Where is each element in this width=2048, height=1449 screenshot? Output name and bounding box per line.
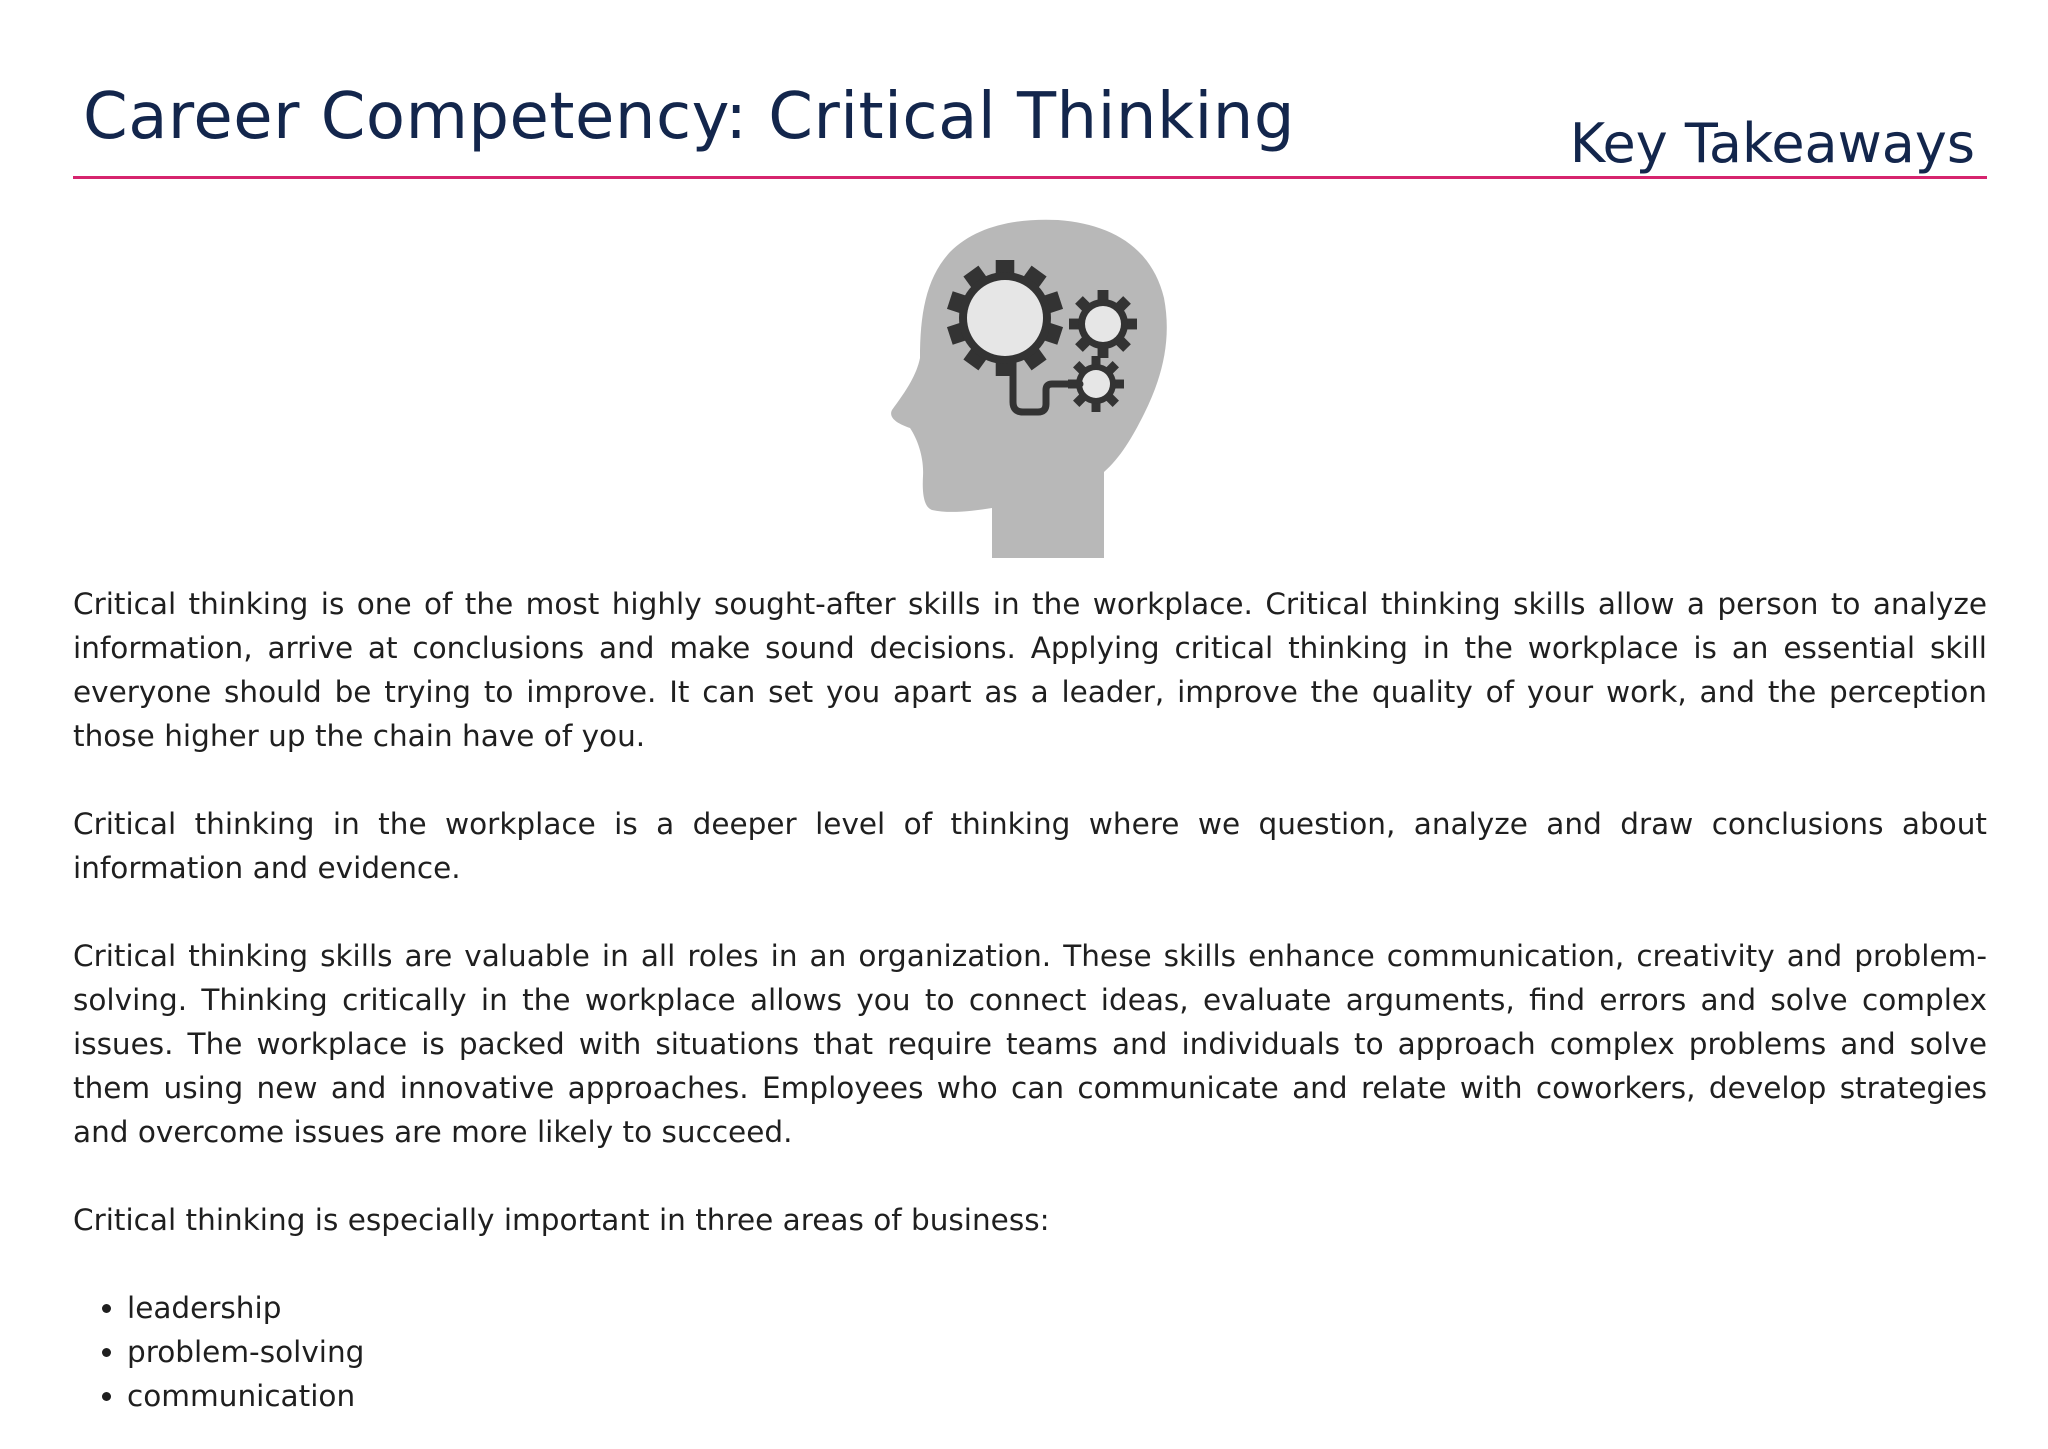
medium-gear-icon [1069,290,1137,358]
paragraph-3: Critical thinking skills are valuable in all roles in an organization. These skills enhance communication, creativity and problem-solving. Thinking critically in the workplace allows you to connect ideas, evaluate arguments, find errors and solve complex issues. The workplace is packed with situations that require teams and individuals to approach complex problems and solve them using new and innovative approaches. Employees who can communicate and relate with coworkers, develop strategies and overcome issues are more likely to succeed. [73,939,1987,1149]
large-gear-icon [947,260,1063,376]
head-with-gears-icon [880,218,1180,558]
page-header [73,70,1987,180]
page-title: Career Competency: Critical Thinking [83,80,1295,154]
header-divider [73,176,1987,179]
page-subtitle: Key Takeaways [1569,112,1975,175]
list-item: • leadership [127,1286,1987,1330]
paragraph-2: Critical thinking in the workplace is a deeper level of thinking where we question, analyze and draw conclusions about information and evidence. [73,807,1987,885]
paragraph-1: Critical thinking is one of the most highly sought-after skills in the workplace. Critical thinking skills allow a person to analyze information, arrive at conclusions and make sound decisions. Applying critical thinking in the workplace is an essential skill everyone should be trying to improve. It can set you apart as a leader, improve the quality of your work, and the perception those higher up the chain have of you. [73,587,1987,753]
paragraph-4: Critical thinking is especially important in three areas of business: [73,1203,1050,1237]
list-item: • problem-solving [127,1330,1987,1374]
body-content [73,582,1987,1418]
business-areas-list [73,1286,1987,1418]
list-item: • communication [127,1374,1987,1418]
